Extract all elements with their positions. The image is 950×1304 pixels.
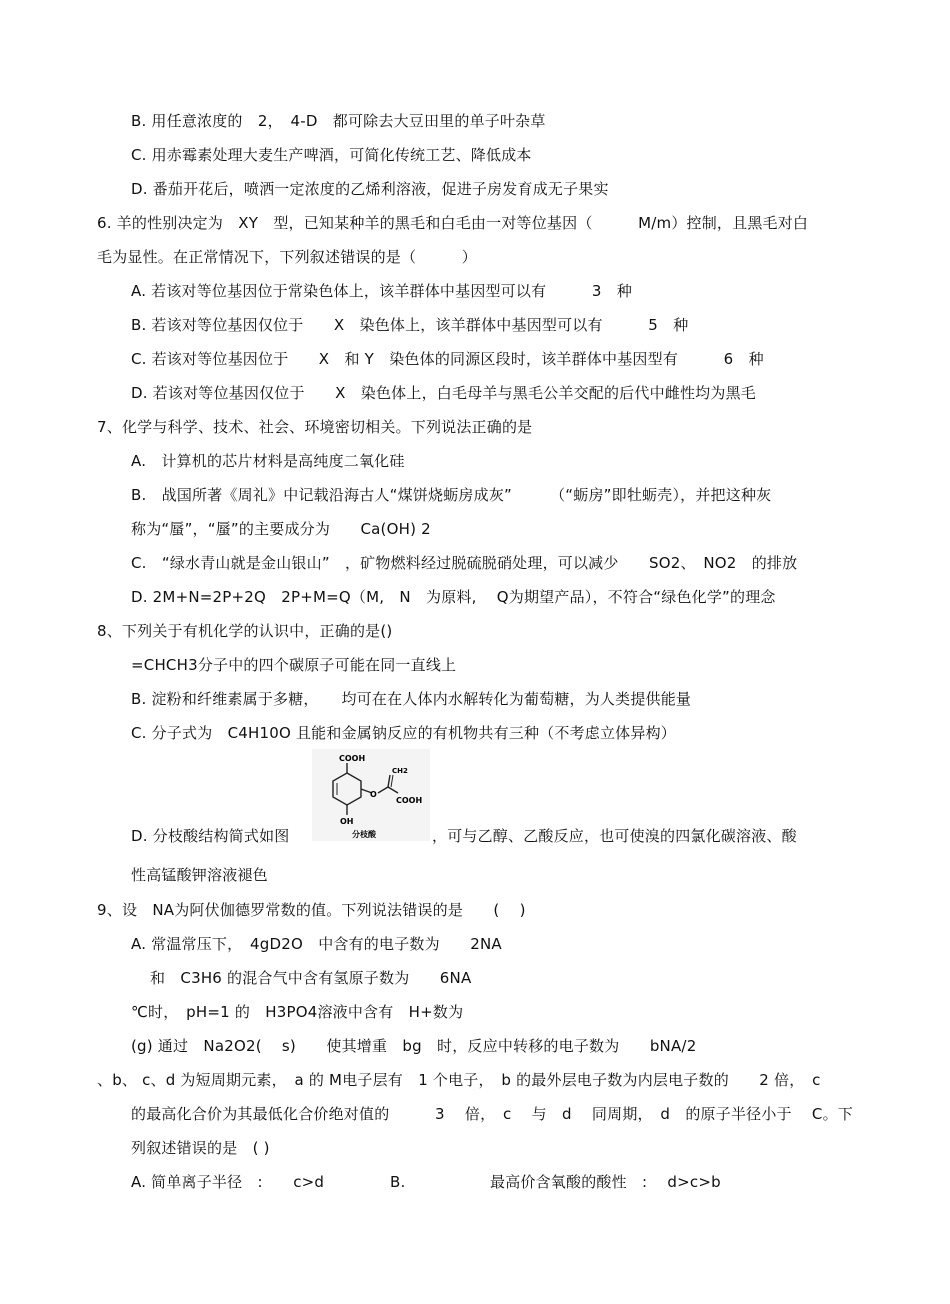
option-9a: A. 常温常压下， 4gD2O 中含有的电子数为 2NA: [131, 935, 502, 953]
figure-top-label: COOH: [339, 754, 366, 763]
question-9-stem: 9、设 NA为阿伏伽德罗常数的值。下列说法错误的是 ( ): [97, 901, 526, 919]
option-6c: C. 若该对等位基因位于 X 和 Y 染色体的同源区段时，该羊群体中基因型有 6 种: [131, 350, 764, 368]
option-9d: (g) 通过 Na2O2( s) 使其增重 bg 时，反应中转移的电子数为 bNA/2: [131, 1037, 697, 1055]
figure-caption: 分枝酸: [352, 830, 376, 839]
option-5c: C. 用赤霉素处理大麦生产啤酒，可简化传统工艺、降低成本: [131, 146, 532, 164]
question-10-stem-cont2: 列叙述错误的是 ( ): [131, 1139, 270, 1157]
option-5d: D. 番茄开花后，喷洒一定浓度的乙烯利溶液，促进子房发育成无子果实: [131, 180, 609, 198]
question-10-stem-cont: 的最高化合价为其最低化合价绝对值的 3 倍， c 与 d 同周期， d 的原子半径小于 C。下: [131, 1105, 853, 1123]
option-7b-cont: 称为“蜃”，“蜃”的主要成分为 Ca(OH) 2: [131, 520, 431, 538]
option-6a: A. 若该对等位基因位于常染色体上，该羊群体中基因型可以有 3 种: [131, 282, 633, 300]
figure-side-label-top: CH2: [392, 767, 408, 775]
svg-text:O: O: [370, 790, 377, 799]
option-10b: 最高价含氧酸的酸性 : d>c>b: [490, 1173, 721, 1191]
option-8b: B. 淀粉和纤维素属于多糖， 均可在在人体内水解转化为葡萄糖，为人类提供能量: [131, 690, 692, 708]
option-8d-cont: ，可与乙醇、乙酸反应，也可使溴的四氯化碳溶液、酸: [432, 827, 797, 845]
question-6-stem: 6. 羊的性别决定为 XY 型，已知某种羊的黑毛和白毛由一对等位基因（ M/m）控制，且黑毛对白: [97, 214, 809, 232]
option-6d: D. 若该对等位基因仅位于 X 染色体上，白毛母羊与黑毛公羊交配的后代中雌性均为黑毛: [131, 384, 756, 402]
option-5b: B. 用任意浓度的 2， 4-D 都可除去大豆田里的单子叶杂草: [131, 112, 546, 130]
figure-bottom-label: OH: [340, 817, 354, 826]
option-7a: A. 计算机的芯片材料是高纯度二氧化硅: [131, 452, 405, 470]
question-8-stem: 8、下列关于有机化学的认识中，正确的是(): [97, 622, 393, 640]
figure-side-label-right: COOH: [396, 796, 423, 805]
option-7c: C. “绿水青山就是金山银山” ，矿物燃料经过脱硫脱硝处理，可以减少 SO2、 NO2 的排放: [131, 554, 798, 572]
option-8d-cont2: 性高锰酸钾溶液褪色: [131, 866, 268, 884]
option-6b: B. 若该对等位基因仅位于 X 染色体上，该羊群体中基因型可以有 5 种: [131, 316, 689, 334]
option-10a: A. 简单离子半径 : c>d: [131, 1173, 325, 1191]
option-9c: ℃时， pH=1 的 H3PO4溶液中含有 H+数为: [131, 1003, 464, 1021]
option-8a: =CHCH3分子中的四个碳原子可能在同一直线上: [131, 656, 457, 674]
option-8c: C. 分子式为 C4H10O 且能和金属钠反应的有机物共有三种（不考虑立体异构）: [131, 724, 676, 742]
option-9b: 和 C3H6 的混合气中含有氢原子数为 6NA: [150, 969, 472, 987]
question-7-stem: 7、化学与科学、技术、社会、环境密切相关。下列说法正确的是: [97, 418, 533, 436]
question-6-stem-cont: 毛为显性。在正常情况下，下列叙述错误的是（ ）: [97, 248, 478, 266]
option-10b-label: B.: [390, 1173, 406, 1191]
option-8d: D. 分枝酸结构简式如图: [131, 827, 290, 845]
option-7b: B. 战国所著《周礼》中记载沿海古人“煤饼烧蛎房成灰” （“蛎房”即牡蛎壳），并把这种灰: [131, 486, 772, 504]
chorismic-acid-structure-image: [312, 749, 430, 841]
question-10-stem: 、b、 c、d 为短周期元素， a 的 M电子层有 1 个电子， b 的最外层电子数为内层电子数的 2 倍， c: [97, 1071, 821, 1089]
option-7d: D. 2M+N=2P+2Q 2P+M=Q（M, N 为原料, Q为期望产品），不符合“绿色化学”的理念: [131, 588, 776, 606]
